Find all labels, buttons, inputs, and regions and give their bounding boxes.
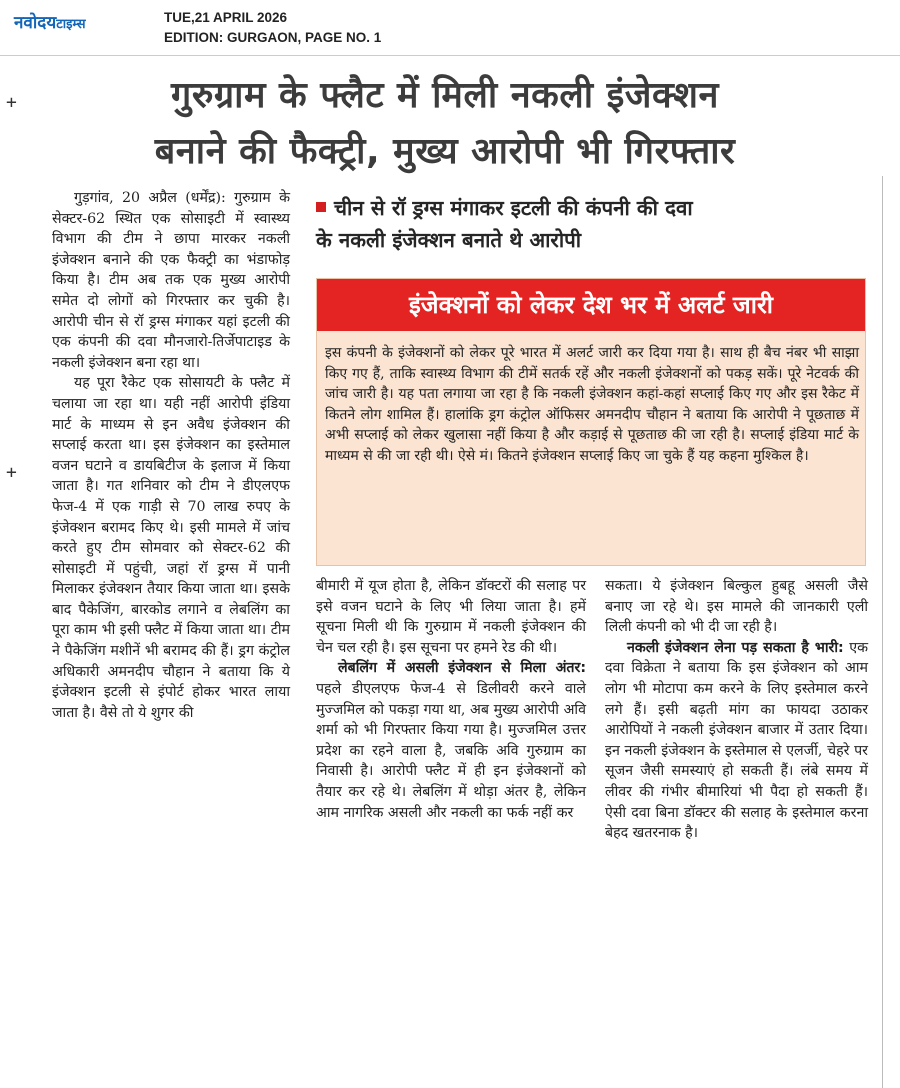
edition-page: EDITION: GURGAON, PAGE NO. 1 — [164, 30, 382, 45]
middle-column — [316, 576, 586, 823]
mid-lead-in: लेबलिंग में असली इंजेक्शन से मिला अंतर: — [338, 660, 586, 677]
mid-paragraph-1: बीमारी में यूज होता है, लेकिन डॉक्टरों की सलाह पर इसे वजन घटाने के लिए भी लिया जाता है। हमें सूचना मिली थी कि गुरुग्राम में नकली इंजेक्शन की चेन चल रही है। इस सूचना पर हमने रेड की थी। — [316, 578, 586, 656]
left-paragraph-1: गुड़गांव, 20 अप्रैल (धर्मेंद्र): गुरुग्राम के सेक्टर-62 स्थित एक सोसाइटी में स्वास्थ्य विभाग की टीम ने छापा मारकर नकली इंजेक्शन बनाने की एक फैक्ट्री का भंडाफोड़ किया है। टीम अब तक एक मुख्य आरोपी समेत दो लोगों को गिरफ्तार कर चुकी है। आरोपी चीन से रॉ ड्रग्स मंगाकर यहां इटली की एक कंपनी की दवा मौनजारो-तिर्जेपाटाइड के नकली इंजेक्शन बना रहा था। — [52, 190, 290, 371]
right-paragraph-1: सकता। ये इंजेक्शन बिल्कुल हुबहू असली जैसे बनाए जा रहे थे। इस मामले की जानकारी एली लिली कंपनी को भी दी जा रही है। — [605, 578, 868, 636]
newspaper-logo[interactable] — [14, 10, 86, 33]
logo-sub-text: टाइम्स — [56, 17, 86, 32]
right-paragraph-2 — [605, 638, 868, 844]
red-bullet-icon — [316, 202, 326, 212]
logo-main-text: नवोदय — [14, 13, 57, 33]
subhead-line-1: चीन से रॉ ड्रग्स मंगाकर इटली की कंपनी की दवा — [334, 196, 693, 220]
alert-body: इस कंपनी के इंजेक्शनों को लेकर पूरे भारत में अलर्ट जारी कर दिया गया है। साथ ही बैच नंबर भी साझा किए गए हैं, ताकि स्वास्थ्य विभाग की टीमें सतर्क रहें और नकली इंजेक्शनों को पकड़ सकें। पूरे नेटवर्क की जांच जारी है। यह पता लगाया जा रहा है कि नकली इंजेक्शन कहां-कहां सप्लाई किए गए और इस रैकेट में कितने लोग शामिल हैं। हालांकि ड्रग कंट्रोल ऑफिसर अमनदीप चौहान ने बताया कि आरोपी ने पूछताछ में अभी सप्लाई को लेकर खुलासा नहीं किया है और कड़ाई से पूछताछ की जा रही है। सप्लाई इंडिया मार्ट के माध्यम से की जा रही थी। ऐसे मं। कितने इंजेक्शन सप्लाई किए जा चुके हैं यह कहना मुश्किल है। — [325, 345, 859, 464]
right-lead-in: नकली इंजेक्शन लेना पड़ सकता है भारी: — [627, 639, 844, 656]
mid-paragraph-2-text: पहले डीएलएफ फेज-4 से डिलीवरी करने वाले मुज्जमिल को पकड़ा गया था, अब मुख्य आरोपी अवि शर्मा को भी गिरफ्तार किया गया है। मुज्जमिल उत्तर प्रदेश का रहने वाला है, जबकि अवि गुरुग्राम का निवासी है। आरोपी फ्लैट में ही इन इंजेक्शनों को तैयार कर रहे थे। लेबलिंग में थोड़ा अंतर है, लेकिन आम नागरिक असली और नकली का फर्क नहीं कर — [316, 680, 586, 821]
publication-date: TUE,21 APRIL 2026 — [164, 10, 288, 25]
article-subheading — [316, 192, 876, 256]
alert-title: इंजेक्शनों को लेकर देश भर में अलर्ट जारी — [317, 279, 865, 331]
right-column — [605, 576, 868, 844]
adjacent-article-edge — [882, 176, 900, 1088]
edition-info — [164, 8, 381, 48]
subhead-line-2: के नकली इंजेक्शन बनाते थे आरोपी — [316, 228, 582, 252]
masthead-bar — [0, 0, 900, 56]
crop-mark-icon: + — [6, 92, 17, 113]
crop-mark-icon: + — [6, 462, 17, 483]
article-headline — [20, 68, 870, 180]
mid-paragraph-2 — [316, 658, 586, 823]
alert-box — [316, 278, 866, 566]
headline-line-1: गुरुग्राम के फ्लैट में मिली नकली इंजेक्शन — [171, 75, 719, 116]
newspaper-page — [0, 56, 900, 1088]
right-paragraph-2-text: एक दवा विक्रेता ने बताया कि इस इंजेक्शन को आम लोग भी मोटापा कम करने के लिए इस्तेमाल करने लगे हैं। इसी बढ़ती मांग का फायदा उठाकर आरोपियों ने नकली इंजेक्शन बाजार में उतार दिया। इन नकली इंजेक्शन के इस्तेमाल से एलर्जी, चेहरे पर सूजन जैसी समस्याएं हो सकती हैं। लंबे समय में लीवर की गंभीर बीमारियां भी पैदा हो सकती हैं। ऐसी दवा बिना डॉक्टर की सलाह के इस्तेमाल करना बेहद खतरनाक है। — [605, 639, 868, 842]
headline-line-2: बनाने की फैक्ट्री, मुख्य आरोपी भी गिरफ्तार — [154, 131, 736, 172]
left-column — [52, 188, 290, 723]
left-paragraph-2: यह पूरा रैकेट एक सोसायटी के फ्लैट में चलाया जा रहा था। यही नहीं आरोपी इंडिया मार्ट के माध्यम से इन अवैध इंजेक्शन की सप्लाई करता था। इस इंजेक्शन का इस्तेमाल वजन घटाने व डायबिटीज के इलाज में किया जाता है। गत शनिवार को टीम ने डीएलएफ फेज-4 में एक गाड़ी से 70 लाख रुपए के इंजेक्शन बरामद किए थे। इसी मामले में जांच करते हुए टीम सोमवार को सेक्टर-62 की सोसाइटी में पहुंची, जहां रॉ ड्रग्स में पानी मिलाकर इंजेक्शन तैयार किया जाता था। इसके बाद पैकेजिंग, बारकोड लगाने व लेबलिंग का पूरा काम भी इसी फ्लैट में किया जाता था। टीम ने पैकेजिंग मशीनें भी बरामद की हैं। ड्रग कंट्रोल अधिकारी अमनदीप चौहान ने बताया कि ये इंजेक्शन इटली से इंपोर्ट होकर भारत लाया जाता है। वैसे तो ये शुगर की — [52, 375, 290, 721]
